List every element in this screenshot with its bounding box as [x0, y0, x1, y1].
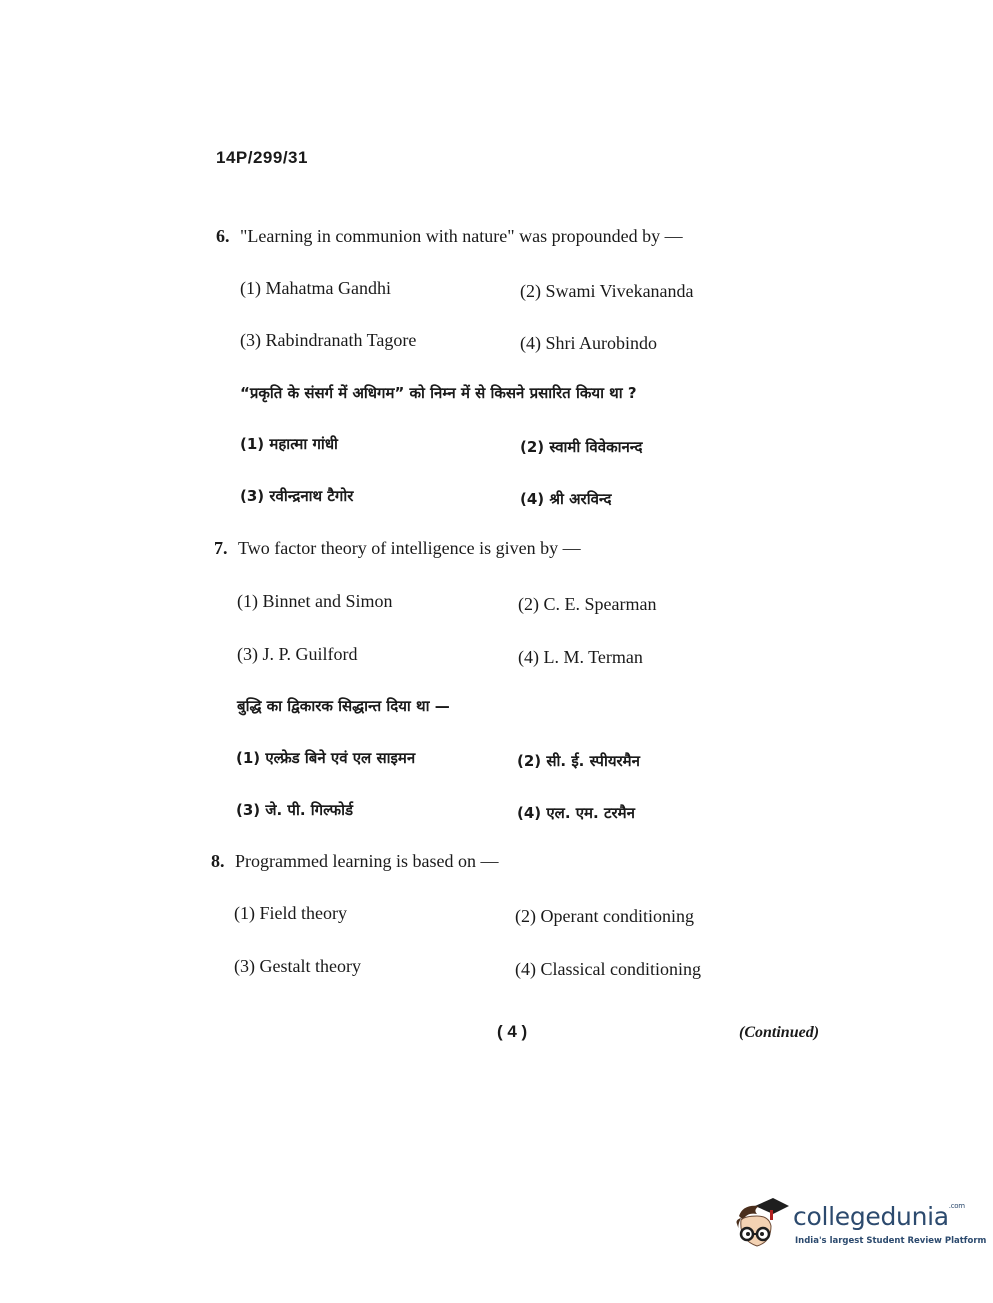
student-mascot-icon	[733, 1196, 791, 1258]
q7-option-4-hindi: (4) एल. एम. टरमैन	[517, 804, 635, 822]
q6-option-2: (2) Swami Vivekananda	[520, 281, 694, 301]
q7-option-3: (3) J. P. Guilford	[237, 644, 358, 664]
q7-option-1: (1) Binnet and Simon	[237, 591, 393, 611]
question-number: 8.	[211, 851, 225, 871]
q8-option-4: (4) Classical conditioning	[515, 959, 701, 979]
question-number: 6.	[216, 226, 230, 246]
question-text-en: Two factor theory of intelligence is given by —	[238, 538, 581, 558]
q8-option-3: (3) Gestalt theory	[234, 956, 361, 976]
q7-option-4: (4) L. M. Terman	[518, 647, 643, 667]
q6-option-4: (4) Shri Aurobindo	[520, 333, 657, 353]
page-number: ( 4 )	[497, 1022, 528, 1041]
collegedunia-logo	[733, 1196, 987, 1268]
q7-option-3-hindi: (3) जे. पी. गिल्फोर्ड	[236, 801, 353, 819]
q6-option-1: (1) Mahatma Gandhi	[240, 278, 391, 298]
question-text-en: "Learning in communion with nature" was propounded by —	[240, 226, 683, 246]
logo-wordmark: collegedunia$^{.com}$	[793, 1202, 965, 1231]
q7-text-hindi: बुद्धि का द्विकारक सिद्धान्त दिया था —	[237, 697, 450, 715]
q6-option-3: (3) Rabindranath Tagore	[240, 330, 417, 350]
q7-option-1-hindi: (1) एल्फ्रेड बिने एवं एल साइमन	[236, 749, 416, 767]
q6-option-1-hindi: (1) महात्मा गांधी	[240, 435, 338, 453]
q7-option-2-hindi: (2) सी. ई. स्पीयरमैन	[517, 752, 640, 770]
paper-code: 14P/299/31	[216, 148, 308, 167]
logo-tagline: India's largest Student Review Platform	[795, 1236, 987, 1246]
question-text-en: Programmed learning is based on —	[235, 851, 499, 871]
q7-option-2: (2) C. E. Spearman	[518, 594, 657, 614]
q8-option-1: (1) Field theory	[234, 903, 347, 923]
q6-option-2-hindi: (2) स्वामी विवेकानन्द	[520, 438, 643, 456]
question-7	[214, 538, 581, 559]
question-number: 7.	[214, 538, 228, 558]
q6-option-4-hindi: (4) श्री अरविन्द	[520, 490, 612, 508]
q6-option-3-hindi: (3) रवीन्द्रनाथ टैगोर	[240, 487, 354, 505]
question-8	[211, 851, 498, 872]
question-6	[216, 226, 683, 247]
continued-label: (Continued)	[739, 1024, 820, 1041]
q6-text-hindi: “प्रकृति के संसर्ग में अधिगम” को निम्न में से किसने प्रसारित किया था ?	[240, 384, 637, 402]
q8-option-2: (2) Operant conditioning	[515, 906, 694, 926]
